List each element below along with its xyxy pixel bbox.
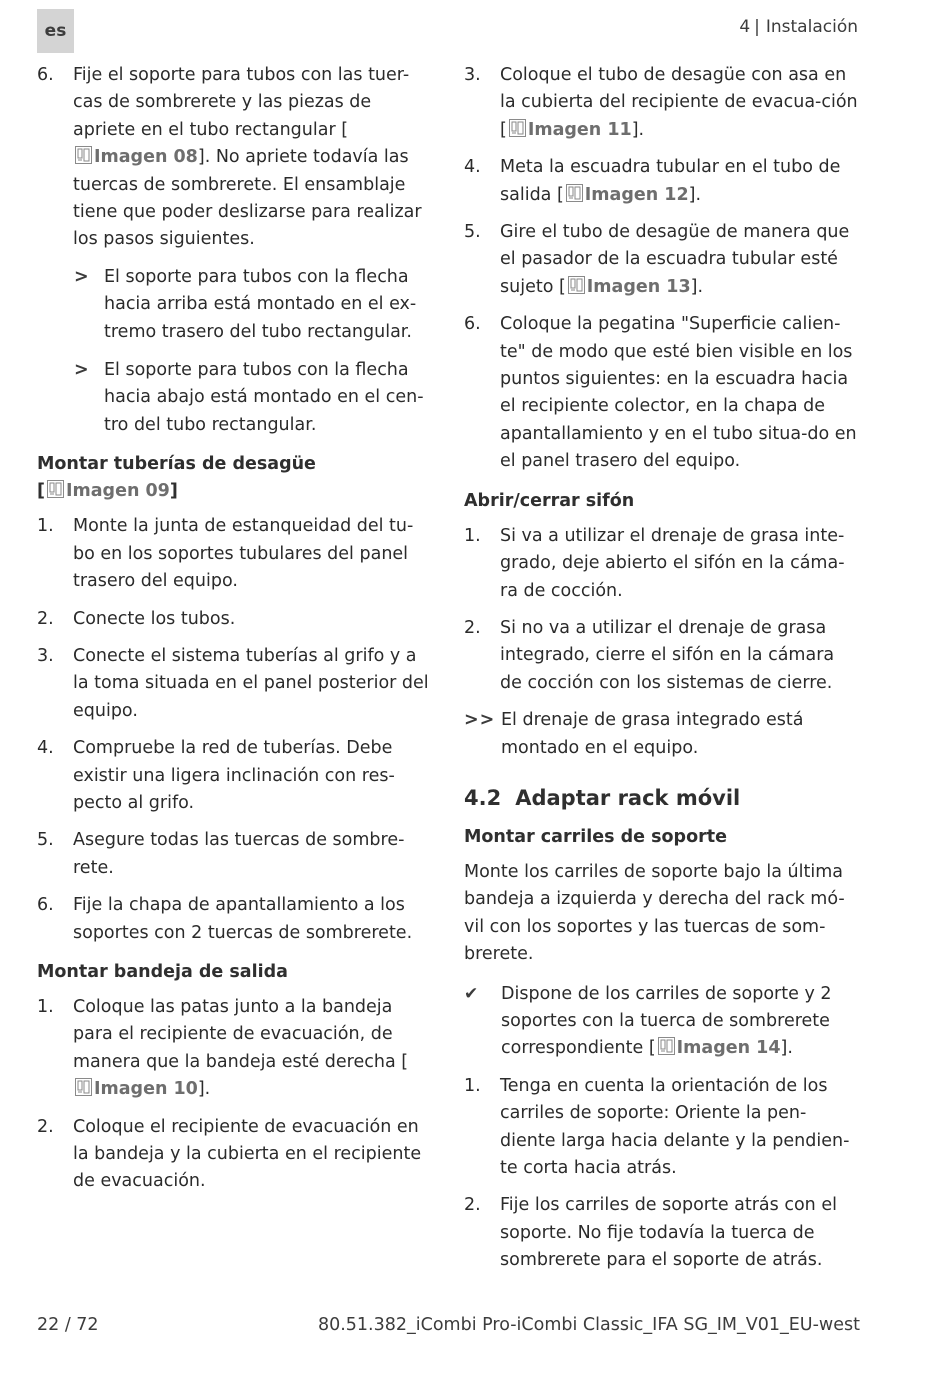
list-item: 2. Si no va a utilizar el drenaje de grasa integrado, cierre el sifón en la cámara de cocción con los sistemas de cierre. [464,617,835,693]
image-reference-link[interactable]: Imagen 08 [73,147,198,167]
image-reference-link[interactable]: Imagen 13 [566,277,691,297]
list-item: 1. Monte la junta de estanqueidad del tu-bo en los soportes tubulares del panel trasero del equipo. [37,516,414,592]
image-reference-link[interactable]: Imagen 12 [564,185,689,205]
result-item: > El soporte para tubos con la flecha hacia arriba está montado en el ex-tremo trasero del tubo rectangular. [37,264,430,346]
list-item: 1. Tenga en cuenta la orientación de los carriles de soporte: Oriente la pen-diente larga hacia delante y la pendien-te corta hacia atrás. [464,1075,850,1178]
image-reference-link[interactable]: Imagen 11 [507,120,632,140]
final-result: >> El drenaje de grasa integrado está montado en el equipo. [464,707,860,762]
list-item: 5. Gire el tubo de desagüe de manera que el pasador de la escuadra tubular esté sujeto [ Imagen 13]. [464,222,850,297]
subheading: Abrir/cerrar sifón [464,490,635,511]
result-arrow: > [74,266,89,287]
image-icon [568,276,585,294]
image-icon [47,480,64,498]
list-item: 6. Coloque la pegatina "Superficie calien-te" de modo que esté bien visible en los puntos siguientes: en la escuadra hacia el recipiente colector, en la chapa de apantallamiento y en el tubo situa-do en el panel trasero del equipo. [464,314,857,472]
list-item: 5. Asegure todas las tuercas de sombre-rete. [37,830,405,878]
right-column [464,62,860,1285]
chapter-title: Instalación [765,17,858,37]
image-reference-link[interactable]: Imagen 09 [45,481,170,501]
section-heading: 4.2 Adaptar rack móvil [464,785,741,810]
list-item: 2. Conecte los tubos. [37,608,236,629]
image-icon [658,1037,675,1055]
image-icon [75,1078,92,1096]
list-item: 2. Coloque el recipiente de evacuación en la bandeja y la cubierta en el recipiente de evacuación. [37,1116,422,1192]
image-icon [75,146,92,164]
image-reference-link[interactable]: Imagen 10 [73,1079,198,1099]
subheading: Montar carriles de soporte [464,826,727,847]
list-item: 3. Coloque el tubo de desagüe con asa en la cubierta del recipiente de evacua-ción [ Imagen 11]. [464,65,858,140]
left-column [37,62,430,1206]
list-item: 6. Fije la chapa de apantallamiento a los soportes con 2 tuercas de sombrerete. [37,895,413,943]
prerequisite-item: ✔ Dispone de los carriles de soporte y 2 soportes con la tuerca de sombrerete correspondiente [ Imagen 14]. [464,981,860,1063]
image-icon [566,184,583,202]
result-arrow: > [74,360,89,381]
page-number: 22 / 72 [37,1315,99,1335]
list-item: 6. Fije el soporte para tubos con las tuer-cas de sombrerete y las piezas de apriete en el tubo rectangular [Imagen 08]. No apriete todavía las tuercas de sombrerete. El ensamblaje tiene que poder deslizarse para realizar los pasos siguientes. [37,65,422,250]
list-item: 3. Conecte el sistema tuberías al grifo y a la toma situada en el panel posterior del equipo. [37,645,429,721]
subheading: Montar tuberías de desagüe [ Imagen 09] [37,454,316,502]
subheading: Montar bandeja de salida [37,961,288,982]
image-icon [509,119,526,137]
chapter-number: 4 [739,17,751,37]
list-item: 4. Meta la escuadra tubular en el tubo de salida [ Imagen 12]. [464,157,841,205]
final-result-arrow: >> [464,710,496,731]
chapter-header: 4 | Instalación [739,17,858,37]
list-item: 2. Fije los carriles de soporte atrás con el soporte. No fije todavía la tuerca de sombrerete para el soporte de atrás. [464,1195,837,1271]
list-item: 1. Si va a utilizar el drenaje de grasa inte-grado, deje abierto el sifón en la cáma-ra de cocción. [464,525,845,601]
paragraph: Monte los carriles de soporte bajo la última bandeja a izquierda y derecha del rack mó-vil con los soportes y las tuercas de som-brerete. [464,861,845,965]
language-badge: es [37,9,74,53]
image-reference-link[interactable]: Imagen 14 [656,1038,781,1058]
list-item: 4. Compruebe la red de tuberías. Debe existir una ligera inclinación con res-pecto al grifo. [37,738,395,813]
result-item: > El soporte para tubos con la flecha hacia abajo está montado en el cen-tro del tubo rectangular. [37,357,430,439]
checkmark-icon: ✔ [464,983,479,1004]
list-item: 1. Coloque las patas junto a la bandeja para el recipiente de evacuación, de manera que la bandeja esté derecha [Imagen 10]. [37,996,409,1100]
document-id: 80.51.382_iCombi Pro-iCombi Classic_IFA SG_IM_V01_EU-west [317,1315,860,1335]
